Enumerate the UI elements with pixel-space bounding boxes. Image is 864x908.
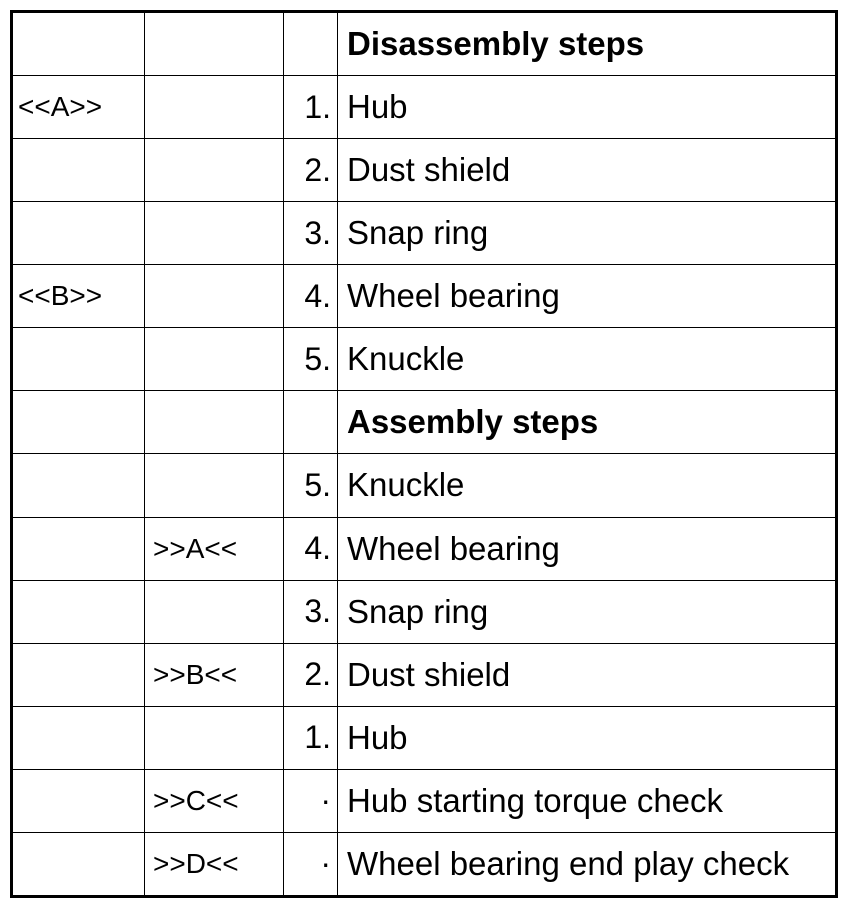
step-item-cell: Wheel bearing	[338, 265, 836, 328]
table-row	[13, 139, 835, 202]
assembly-ref-cell: >>B<<	[145, 643, 284, 706]
table-row	[13, 13, 835, 76]
step-number-cell: 5.	[284, 328, 338, 391]
step-number-cell	[284, 391, 338, 454]
disassembly-mark-cell	[13, 202, 145, 265]
procedure-table	[13, 13, 835, 895]
table-row	[13, 454, 835, 517]
step-number-cell: 3.	[284, 580, 338, 643]
disassembly-mark-cell	[13, 706, 145, 769]
table-row	[13, 580, 835, 643]
disassembly-mark-cell	[13, 517, 145, 580]
assembly-ref-cell	[145, 454, 284, 517]
procedure-table-frame	[10, 10, 838, 898]
step-number-cell: 1.	[284, 76, 338, 139]
table-row	[13, 769, 835, 832]
step-number-cell: ·	[284, 769, 338, 832]
table-row	[13, 202, 835, 265]
step-item-cell: Snap ring	[338, 580, 836, 643]
step-item-cell: Dust shield	[338, 139, 836, 202]
step-item-cell: Dust shield	[338, 643, 836, 706]
assembly-ref-cell: >>C<<	[145, 769, 284, 832]
disassembly-mark-cell	[13, 580, 145, 643]
step-number-cell: 1.	[284, 706, 338, 769]
disassembly-mark-cell	[13, 769, 145, 832]
disassembly-mark-cell	[13, 391, 145, 454]
assembly-ref-cell	[145, 202, 284, 265]
assembly-ref-cell	[145, 76, 284, 139]
step-number-cell: 2.	[284, 139, 338, 202]
step-item-cell: Wheel bearing	[338, 517, 836, 580]
table-row	[13, 643, 835, 706]
step-item-cell: Hub starting torque check	[338, 769, 836, 832]
table-row	[13, 517, 835, 580]
assembly-ref-cell: >>D<<	[145, 832, 284, 895]
step-number-cell: 3.	[284, 202, 338, 265]
step-item-cell: Wheel bearing end play check	[338, 832, 836, 895]
step-number-cell: 4.	[284, 517, 338, 580]
step-number-cell: 2.	[284, 643, 338, 706]
disassembly-mark-cell	[13, 13, 145, 76]
table-row	[13, 76, 835, 139]
disassembly-mark-cell: <<B>>	[13, 265, 145, 328]
section-heading-disassembly: Disassembly steps	[338, 13, 836, 76]
section-heading-assembly: Assembly steps	[338, 391, 836, 454]
table-row	[13, 706, 835, 769]
disassembly-mark-cell: <<A>>	[13, 76, 145, 139]
assembly-ref-cell	[145, 391, 284, 454]
step-number-cell: 4.	[284, 265, 338, 328]
table-row	[13, 391, 835, 454]
step-item-cell: Snap ring	[338, 202, 836, 265]
assembly-ref-cell: >>A<<	[145, 517, 284, 580]
assembly-ref-cell	[145, 139, 284, 202]
step-item-cell: Hub	[338, 706, 836, 769]
assembly-ref-cell	[145, 328, 284, 391]
step-number-cell: 5.	[284, 454, 338, 517]
assembly-ref-cell	[145, 580, 284, 643]
assembly-ref-cell	[145, 706, 284, 769]
assembly-ref-cell	[145, 13, 284, 76]
step-number-cell: ·	[284, 832, 338, 895]
disassembly-mark-cell	[13, 328, 145, 391]
disassembly-mark-cell	[13, 832, 145, 895]
disassembly-mark-cell	[13, 139, 145, 202]
step-number-cell	[284, 13, 338, 76]
table-row	[13, 832, 835, 895]
disassembly-mark-cell	[13, 643, 145, 706]
table-row	[13, 265, 835, 328]
step-item-cell: Knuckle	[338, 454, 836, 517]
assembly-ref-cell	[145, 265, 284, 328]
table-row	[13, 328, 835, 391]
step-item-cell: Knuckle	[338, 328, 836, 391]
step-item-cell: Hub	[338, 76, 836, 139]
disassembly-mark-cell	[13, 454, 145, 517]
